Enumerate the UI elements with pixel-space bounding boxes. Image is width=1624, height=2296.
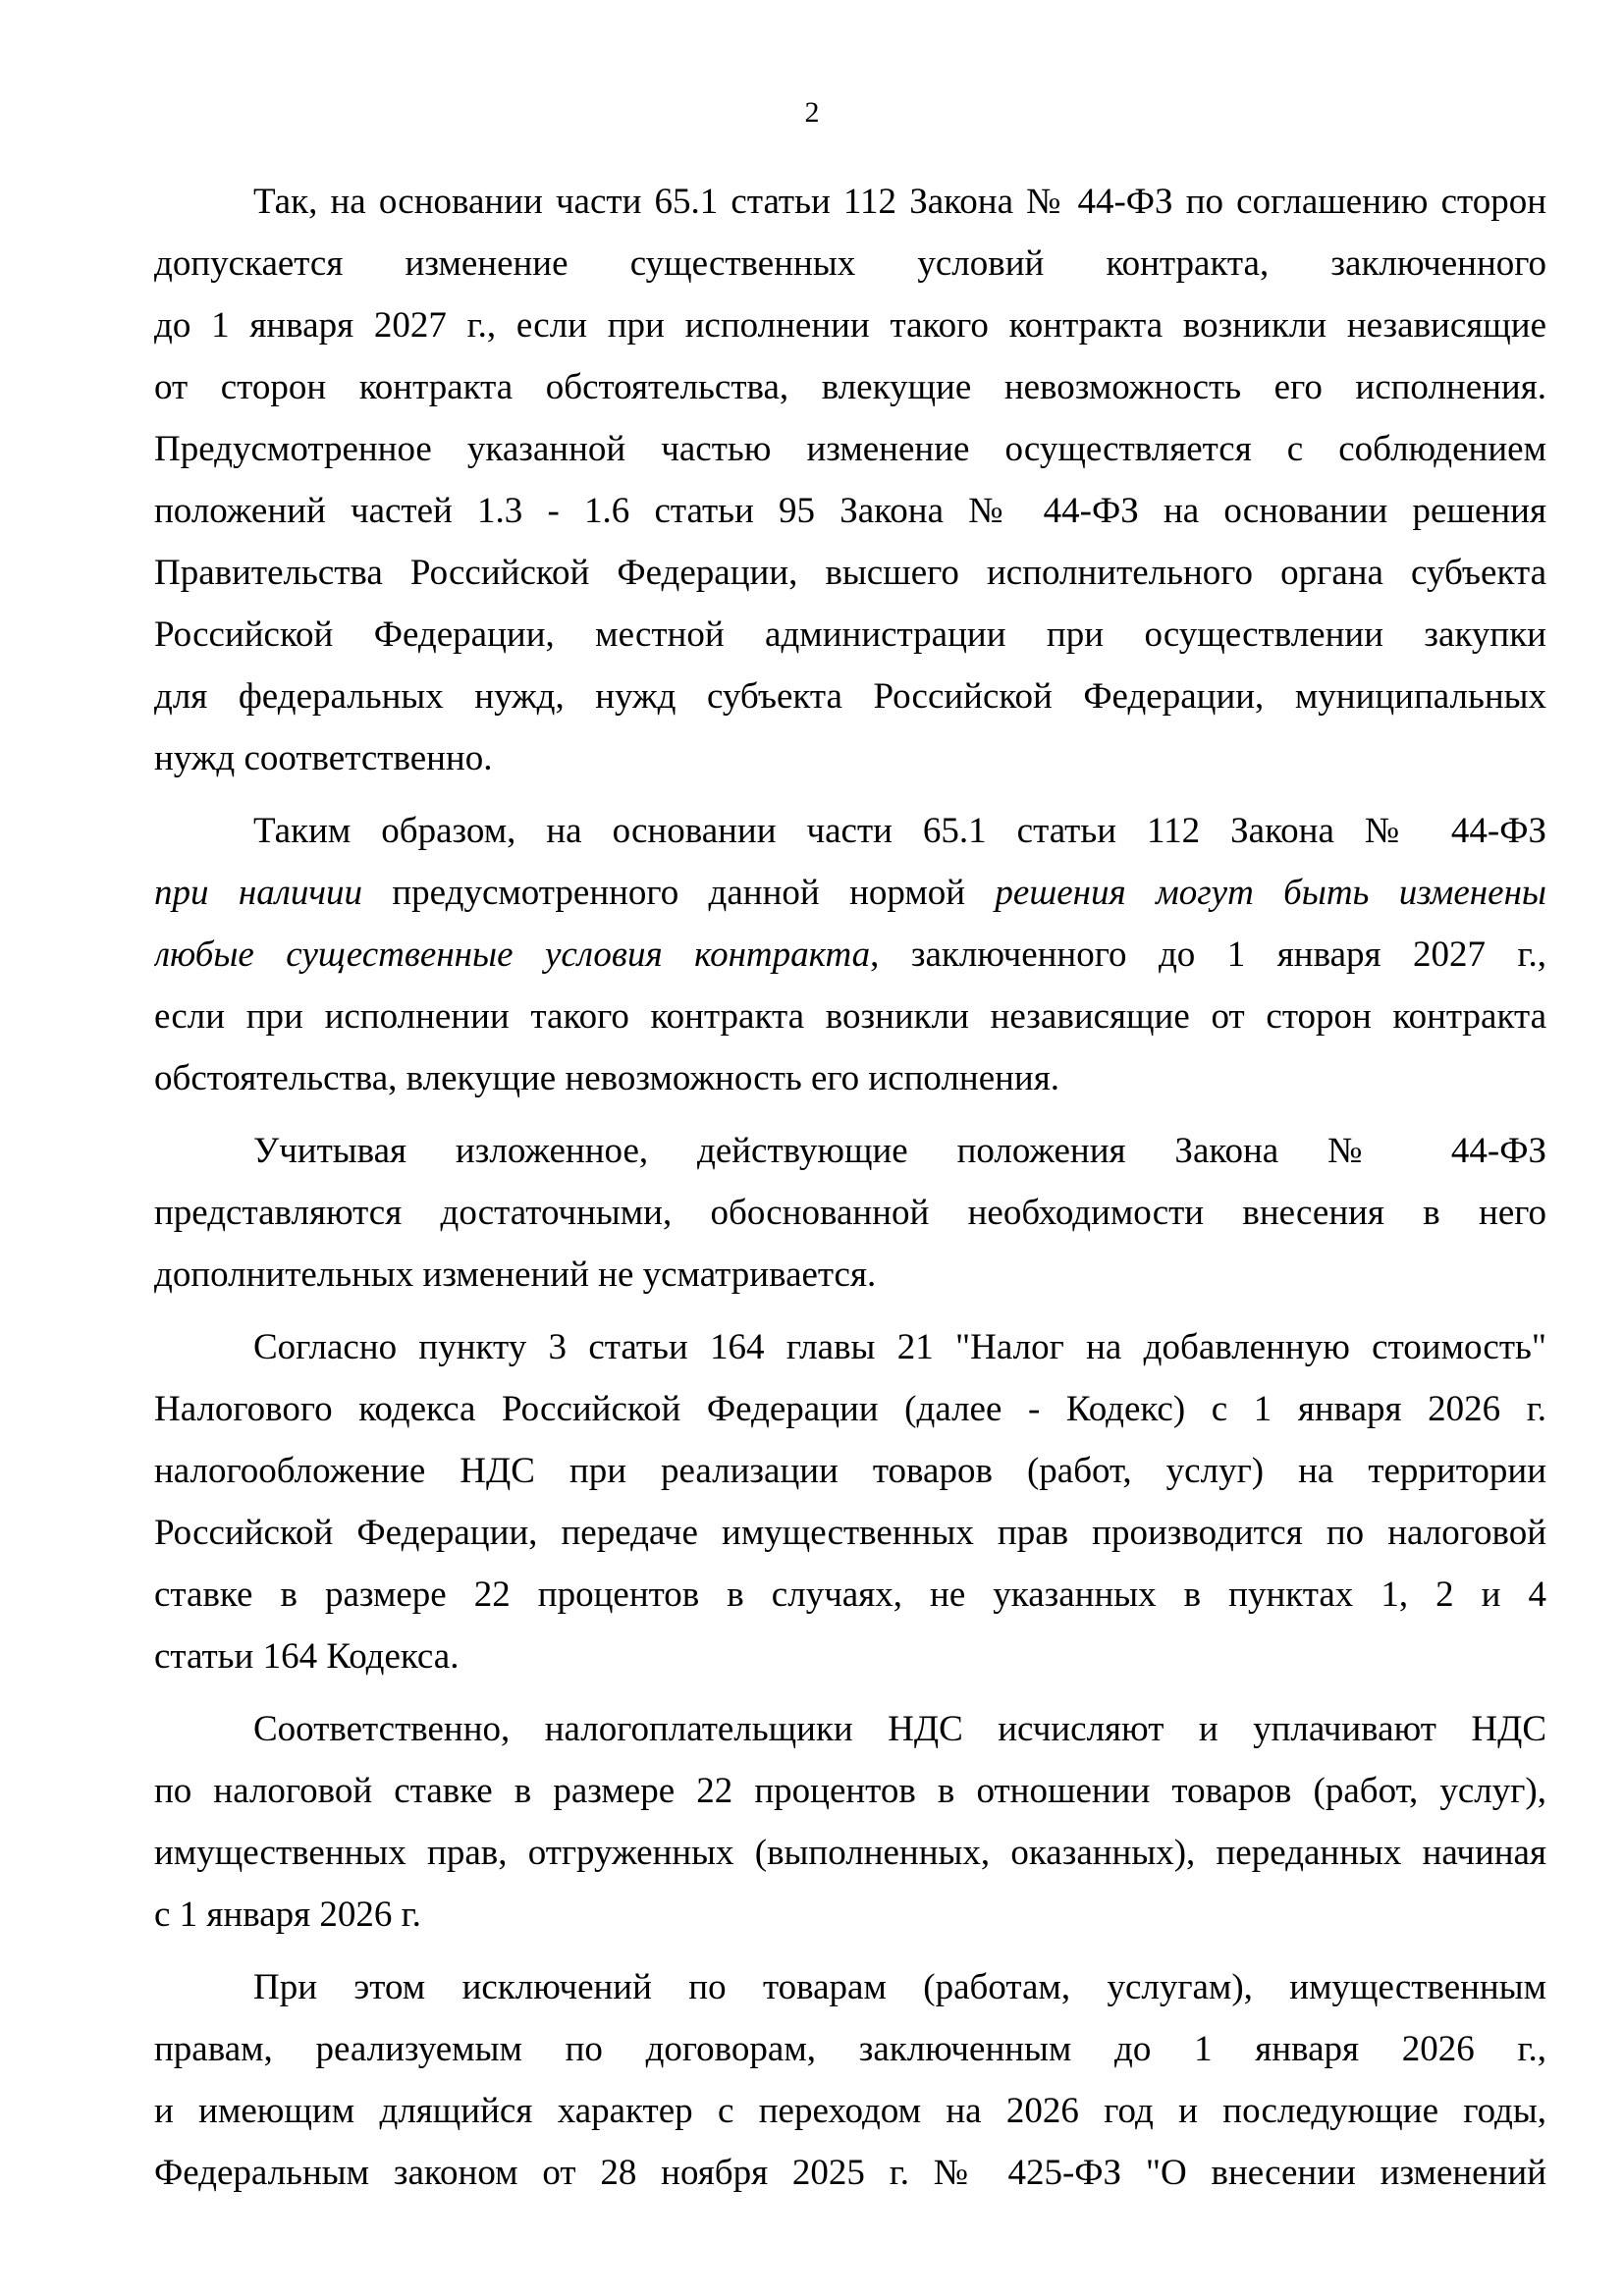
text-line	[154, 1244, 1546, 1306]
text-segment: от сторон контракта обстоятельства, влекущие невозможность его исполнения.	[154, 367, 1546, 407]
text-line	[154, 986, 1546, 1047]
text-line	[154, 2080, 1546, 2142]
paragraph	[154, 800, 1546, 1109]
text-line	[154, 1822, 1546, 1884]
text-line	[154, 1440, 1546, 1502]
text-segment: нужд соответственно.	[154, 738, 493, 778]
text-segment: с 1 января 2026 г.	[154, 1895, 421, 1935]
text-line	[154, 1378, 1546, 1440]
italic-text: решения могут быть изменены	[995, 873, 1546, 913]
text-line	[154, 1884, 1546, 1946]
text-segment: статьи 164 Кодекса.	[154, 1636, 460, 1677]
text-line	[154, 356, 1546, 418]
text-line	[154, 480, 1546, 542]
text-segment: правам, реализуемым по договорам, заключенным до 1 января 2026 г.,	[154, 2029, 1546, 2069]
text-segment: по налоговой ставке в размере 22 процентов в отношении товаров (работ, услуг),	[154, 1771, 1546, 1811]
text-line	[154, 2018, 1546, 2080]
text-segment: для федеральных нужд, нужд субъекта Российской Федерации, муниципальных	[154, 676, 1546, 717]
text-line	[154, 924, 1546, 986]
text-line	[154, 1120, 1546, 1182]
text-segment: Учитывая изложенное, действующие положения Закона № 44-ФЗ	[253, 1131, 1546, 1171]
paragraph	[154, 1120, 1546, 1306]
paragraph	[154, 1698, 1546, 1946]
text-line	[154, 294, 1546, 356]
text-segment: Предусмотренное указанной частью изменение осуществляется с соблюдением	[154, 429, 1546, 469]
text-segment: Согласно пункту 3 статьи 164 главы 21 "Налог на добавленную стоимость"	[253, 1327, 1546, 1367]
paragraph	[154, 1956, 1546, 2204]
text-line	[154, 1502, 1546, 1564]
text-line	[154, 2142, 1546, 2204]
text-segment: представляются достаточными, обоснованной необходимости внесения в него	[154, 1193, 1546, 1233]
text-line	[154, 171, 1546, 233]
text-segment: и имеющим длящийся характер с переходом на 2026 год и последующие годы,	[154, 2091, 1546, 2131]
text-line	[154, 862, 1546, 924]
text-line	[154, 1626, 1546, 1687]
text-segment: Соответственно, налогоплательщики НДС исчисляют и уплачивают НДС	[253, 1709, 1546, 1749]
text-segment: Российской Федерации, передаче имущественных прав производится по налоговой	[154, 1513, 1546, 1553]
text-line	[154, 1760, 1546, 1822]
italic-text: при наличии	[154, 873, 363, 913]
text-segment: Так, на основании части 65.1 статьи 112 Закона № 44-ФЗ по соглашению сторон	[253, 182, 1546, 222]
text-segment: допускается изменение существенных условий контракта, заключенного	[154, 243, 1546, 284]
text-line	[154, 1564, 1546, 1626]
document-body	[154, 171, 1546, 2215]
text-segment: имущественных прав, отгруженных (выполненных, оказанных), переданных начиная	[154, 1833, 1546, 1873]
text-line	[154, 418, 1546, 480]
page-number: 2	[804, 96, 820, 129]
text-segment: Таким образом, на основании части 65.1 статьи 112 Закона № 44-ФЗ	[253, 811, 1546, 851]
text-segment: до 1 января 2027 г., если при исполнении такого контракта возникли независящие	[154, 305, 1546, 346]
italic-text: любые существенные условия контракта	[154, 934, 871, 975]
text-line	[154, 1698, 1546, 1760]
text-line	[154, 666, 1546, 727]
text-segment: дополнительных изменений не усматривается.	[154, 1255, 877, 1295]
text-line	[154, 1956, 1546, 2018]
text-segment: положений частей 1.3 - 1.6 статьи 95 Закона № 44-ФЗ на основании решения	[154, 491, 1546, 531]
text-segment: налогообложение НДС при реализации товаров (работ, услуг) на территории	[154, 1451, 1546, 1491]
text-line	[154, 1316, 1546, 1378]
text-segment: , заключенного до 1 января 2027 г.,	[870, 934, 1546, 975]
text-segment: Налогового кодекса Российской Федерации (далее - Кодекс) с 1 января 2026 г.	[154, 1389, 1546, 1429]
text-segment: обстоятельства, влекущие невозможность его исполнения.	[154, 1058, 1060, 1098]
text-line	[154, 1047, 1546, 1109]
text-segment: При этом исключений по товарам (работам, услугам), имущественным	[253, 1967, 1546, 2007]
text-segment: ставке в размере 22 процентов в случаях, не указанных в пунктах 1, 2 и 4	[154, 1575, 1546, 1615]
paragraph	[154, 171, 1546, 789]
text-segment: Правительства Российской Федерации, высшего исполнительного органа субъекта	[154, 553, 1546, 593]
text-line	[154, 1182, 1546, 1244]
text-line	[154, 233, 1546, 294]
text-line	[154, 800, 1546, 862]
text-segment: Федеральным законом от 28 ноября 2025 г. № 425-ФЗ "О внесении изменений	[154, 2153, 1546, 2193]
paragraph	[154, 1316, 1546, 1687]
text-line	[154, 604, 1546, 666]
text-line	[154, 727, 1546, 789]
text-line	[154, 542, 1546, 604]
text-segment: если при исполнении такого контракта возникли независящие от сторон контракта	[154, 996, 1546, 1037]
text-segment: Российской Федерации, местной администрации при осуществлении закупки	[154, 614, 1546, 655]
text-segment: предусмотренного данной нормой	[362, 873, 996, 913]
